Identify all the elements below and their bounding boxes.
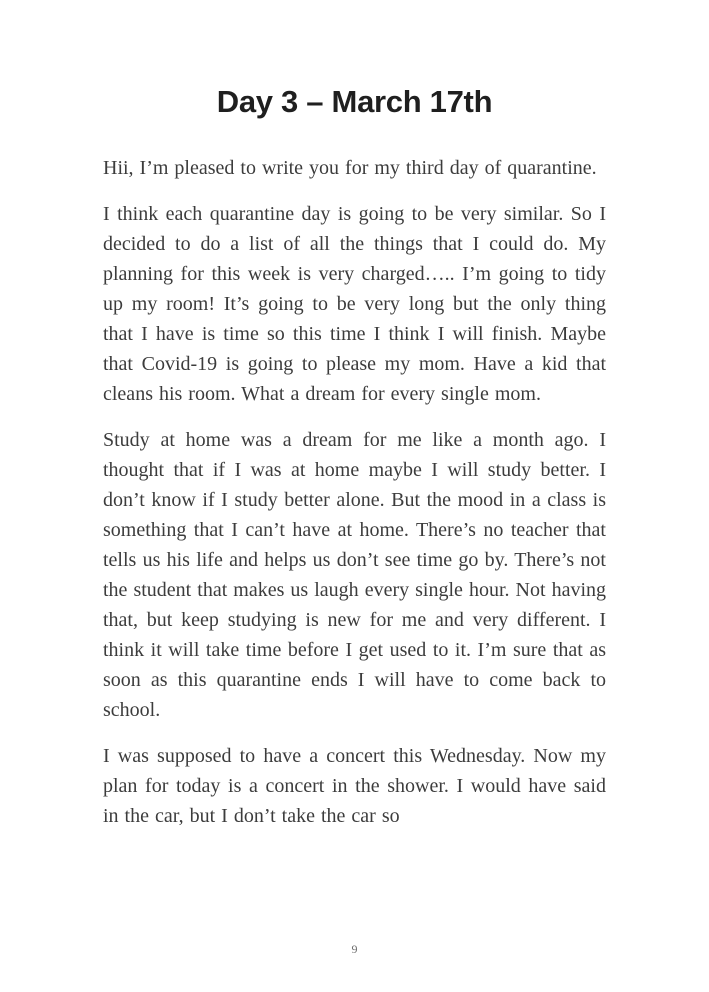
journal-body [103, 153, 606, 831]
journal-paragraph: Study at home was a dream for me like a month ago. I thought that if I was at home maybe I will study better. I don’t know if I study better alone. But the mood in a class is something that I can’t have at home. There’s no teacher that tells us his life and helps us don’t see time go by. There’s not the student that makes us laugh every single hour. Not having that, but keep studying is new for me and very different. I think it will take time before I get used to it. I’m sure that as soon as this quarantine ends I will have to come back to school. [103, 429, 606, 721]
page-number: 9 [351, 942, 358, 956]
journal-paragraph: I think each quarantine day is going to be very similar. So I decided to do a list of all the things that I could do. My planning for this week is very charged….. I’m going to tidy up my room! It’s going to be very long but the only thing that I have is time so this time I think I will finish. Maybe that Covid-19 is going to please my mom. Have a kid that cleans his room. What a dream for every single mom. [103, 203, 606, 405]
journal-paragraph: I was supposed to have a concert this Wednesday. Now my plan for today is a concert in the shower. I would have said in the car, but I don’t take the car so [103, 745, 606, 827]
journal-paragraph: Hii, I’m pleased to write you for my third day of quarantine. [103, 157, 597, 179]
page-title: Day 3 – March 17th [216, 84, 493, 119]
page-footer [0, 940, 709, 958]
